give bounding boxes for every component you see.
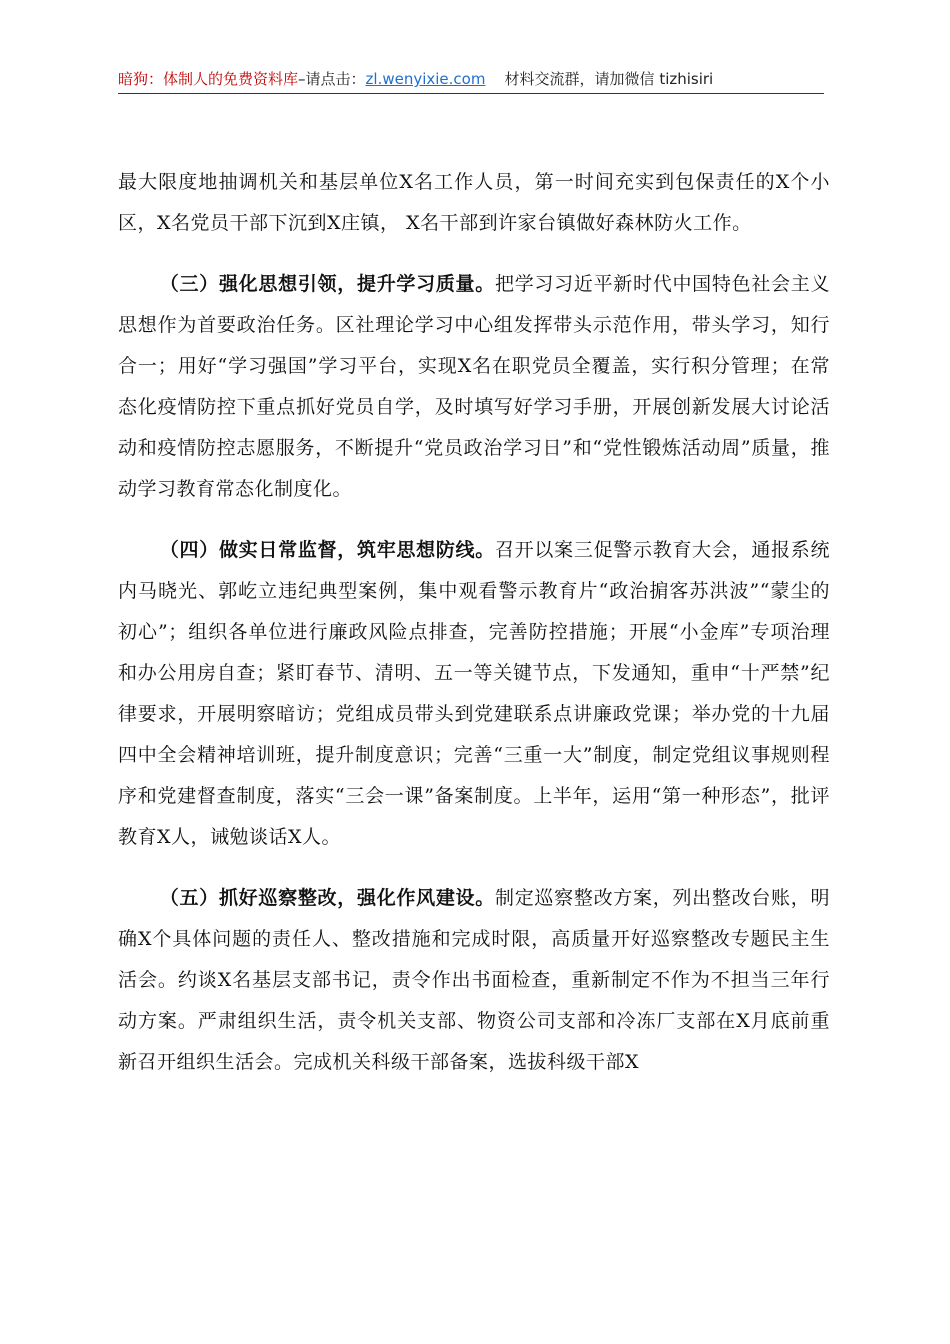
header-group-note: 材料交流群，请加微信 tizhisiri: [504, 70, 714, 88]
paragraph-section-4: [118, 530, 830, 858]
section-heading: （五）抓好巡察整改，强化作风建设。: [159, 887, 495, 909]
paragraph-section-3: [118, 264, 830, 510]
header-click-prefix: –请点击：: [298, 70, 366, 88]
section-heading: （四）做实日常监督，筑牢思想防线。: [159, 539, 495, 561]
section-heading: （三）强化思想引领，提升学习质量。: [159, 273, 495, 295]
page-header: [118, 68, 824, 90]
header-source: 暗狗：体制人的免费资料库: [118, 70, 299, 88]
paragraph-continuation: [118, 162, 830, 244]
header-link[interactable]: zl.wenyixie.com: [365, 70, 486, 88]
document-body: [118, 162, 830, 1103]
paragraph-text: 把学习习近平新时代中国特色社会主义思想作为首要政治任务。区社理论学习中心组发挥带头示范作用，带头学习，知行合一；用好“学习强国”学习平台，实现X名在职党员全覆盖，实行积分管理；在常态化疫情防控下重点抓好党员自学，及时填写好学习手册，开展创新发展大讨论活动和疫情防控志愿服务，不断提升“党员政治学习日”和“党性锻炼活动周”质量，推动学习教育常态化制度化。: [118, 273, 830, 500]
header-divider: [118, 93, 824, 94]
paragraph-text: 召开以案三促警示教育大会，通报系统内马晓光、郭屹立违纪典型案例，集中观看警示教育片“政治掮客苏洪波”“蒙尘的初心”；组织各单位进行廉政风险点排查，完善防控措施；开展“小金库”专项治理和办公用房自查；紧盯春节、清明、五一等关键节点，下发通知，重申“十严禁”纪律要求，开展明察暗访；党组成员带头到党建联系点讲廉政党课；举办党的十九届四中全会精神培训班，提升制度意识；完善“三重一大”制度，制定党组议事规则程序和党建督查制度，落实“三会一课”备案制度。上半年，运用“第一种形态”，批评教育X人，诫勉谈话X人。: [118, 539, 830, 848]
paragraph-text: 制定巡察整改方案，列出整改台账，明确X个具体问题的责任人、整改措施和完成时限，高质量开好巡察整改专题民主生活会。约谈X名基层支部书记，责令作出书面检查，重新制定不作为不担当三年行动方案。严肃组织生活，责令机关支部、物资公司支部和冷冻厂支部在X月底前重新召开组织生活会。完成机关科级干部备案，选拔科级干部X: [118, 887, 830, 1073]
paragraph-text: 最大限度地抽调机关和基层单位X名工作人员，第一时间充实到包保责任的X个小区，X名党员干部下沉到X庄镇， X名干部到许家台镇做好森林防火工作。: [118, 171, 830, 234]
paragraph-section-5: [118, 878, 830, 1083]
